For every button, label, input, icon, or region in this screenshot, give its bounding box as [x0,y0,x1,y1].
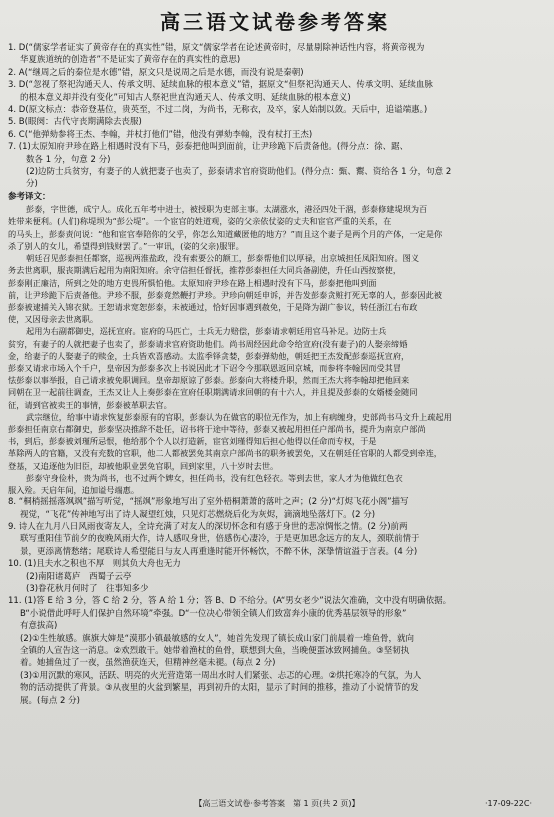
text-line: 联写重阳佳节前夕的夜晚风雨大作，诗人感叹身世，倍感伤心凄冷，于是更加思念远方的友人，颈联前情于 [20,534,420,545]
page-footer [0,797,554,811]
text-line: 分) [26,179,38,190]
text-line: 5. B(眼阕：古代守丧期满除去丧服) [8,117,142,128]
text-line: (2)①生性敏感。旗旗大婶是“漠那小镇最敏感的女人”，她首先发现了镇长成山家门前晨着一堆鱼骨，就向 [20,633,414,644]
text-line: 4. D(原文标点：恭帝登基位，贵英至，不过二岗，为尚书，无称衣，及卒，家人始制以敛。天后中，追谥端惠。) [8,105,428,116]
text-line: B“小说借此呼吁人们保护自然环境”牵强。D“一位决心带领全镇人们致富奔小康的优秀基层领导的形象” [20,608,407,619]
text-line: 武宗继位，给事中请求恢复彭泰原有的官职，彭泰认为在做官的职位无作为，加上有病缠身，史部尚书马文升上疏起用 [26,411,452,422]
text-line: 朝廷召见彭泰担任都察，巡视两淮盐政，没有索要公的额工，彭泰帮他们以厚禄，出京城担任凤阳知府。图义 [26,253,420,264]
text-line: 书，到后，彭泰被刘瑾所忌恨，他给那个个人以打造新，宦官刘瑾得知后担心他得以任命而专权，于是 [8,436,377,447]
page-title: 高三语文试卷参考答案 [160,10,390,34]
text-line: 彭泰担任南京右都御史，彭泰坚决推辞不赴任，诏书将于途中等待，彭泰又被起用担任户部尚书，提升为南京户部尚 [8,423,426,434]
text-line: 着。她捕鱼过了一夜，虽然渔获连天，但精神丝毫未褪。(每点 2 分) [20,658,276,669]
text-line: 全镇的人宣告这一消息。②欢烈敢干。她带着渔杖的鱼骨，联想到大鱼，当晚便蛋冰致网捕鱼。③坚韧执 [20,646,410,657]
text-line: 3. D(“忽视了祭祀沟通天人、传承文明、延续血脉的根本意义”错，据原文“但祭祀沟通天人、传承文明、延续血脉 [8,80,433,91]
text-line: 务去世离职，服丧期满后起用为南阳知府。余守信担任督抚，推荐彭泰担任大同兵备副使，升任山西按察使， [8,265,402,276]
text-line: (2)南阳诸葛庐 西蜀子云亭 [26,571,132,582]
text-line: 前，让尹珍跪下后责备他。尹珍不服，彭泰竟然鞭打尹珍。尹珍向朝廷申诉，并告发彭泰贪赃打死无辜的人，彭泰因此被 [8,289,442,300]
footer-code: ·17-09-22C· [485,799,532,808]
text-line: 使，又因母亲去世离职。 [8,314,99,325]
text-line: 的根本意义却并没有变化”可知古人祭祀世直沟通天人、传承文明、延续血脉的根本意义) [20,92,351,103]
text-line: 11. (1)答 E 给 3 分，答 C 给 2 分，答 A 给 1 分；答 B、D 不给分。(A“男女老少”说法欠准确，文中没有明确依据。 [8,596,452,607]
text-line: 10. (1)且夫水之积也不厚 则其负大舟也无力 [8,559,181,570]
text-line: 7. (1)太原知府尹珍在路上相遇时没有下马，彭泰把他叫到面前，让尹珍跪下后责备他。(得分点：徐、踞、 [8,142,409,153]
text-line: 服入殓。天启年间，追加谥号端惠。 [8,484,140,495]
section-heading: 参考译文： [8,191,51,202]
text-line: 同朝在卫一起前往调查，王杰又让人上奏彭泰在宣府任职期满请求回朝的有十六人，并且提及彭泰的女婿楼金随同 [8,387,418,398]
text-line: 2. A(“继周之后的秦位是水德”错，原文只是说周之后是水德，而没有说是秦朝) [8,67,304,78]
text-line: 彭泰刚正廉洁，所到之处的地方吏畏所惧怕他。太原知府尹珍在路上相遇时没有下马，彭泰把他叫到面 [8,277,377,288]
text-line: 贫穷，有妻子的人就把妻子也卖了，彭泰请求官府资助他们。尚书周经因此命令给宣府(没有妻子)的人娶亲缔婚 [8,338,408,349]
text-line: 怯彭泰以事举报，自己请求被免职调回。皇帝却原谅了彭泰。彭泰向大将楼升职，然而王杰大将李翰却把他回来 [8,375,410,386]
text-line: 征，请到官被卖王的事情，彭泰被革职去官。 [8,399,172,410]
footer-page-label: 【高三语文试卷·参考答案 第 1 页(共 2 页)】 [194,799,360,808]
text-line: 金，给妻子的人娶妻子的赎金，士兵皆欢喜感动。太监季铎贪婪，彭泰弹劾他，朝廷把王杰发配彭泰巡抚宣府， [8,350,410,361]
text-line: 9. 诗人在九月八日风雨夜寄友人，全诗充满了对友人的深切怀念和有感于身世的悲凉惆怅之情。(2 分)前两 [8,521,408,532]
text-line: 数各 1 分，句意 2 分) [26,154,111,165]
text-line: 彭泰，字世德，成宁人。成化五年考中进士，被授职为吏部主事。太湖涨水，港泾四处干涸，彭泰修建堤坝为百 [26,204,428,215]
text-line: 6. C(“他弹劾参将王杰、李翰，并杖打他们”错，他没有弹劾李翰，没有杖打王杰) [8,129,313,140]
text-line: 展。(每点 2 分) [20,695,80,706]
text-line: 起用为右副都御史，巡抚宣府。宦府的马匹亡，士兵无力赔偿，彭泰请求朝廷用官马补足。边防士兵 [26,326,387,337]
text-line: 景，更添离情愁绪；尾联诗人希望能日与友人再重逢时能开怀畅饮，不醉不休，深挚情谊溢于言表。(4 分) [20,546,418,557]
text-line: 物的活动提供了背景。③从夜里的火盆到繁星，再到初升的太阳，显示了时间的推移，推动了小说情节的发 [20,683,419,694]
text-line: 的马头上，彭泰责问说：“他和宦官奉陪你的父乎，你怎么知道藏匿他的地方？”而且这个妻子是两个月的产体，一定是你 [8,228,443,239]
text-line: 视觉，“飞花”传神地写出了诗人凝望红烛，只见灯芯燃烧后化为灰烬，滴滴地坠落灯下。(2 分) [20,509,376,520]
text-line: 革除两人的官籍，又没有充数的官职，他二人都被罢免其南京户部尚书的职务被罢免，又在朝廷任官职的人都受到牵连， [8,448,442,459]
text-line: 杀了别人的女儿，希望得到钱财罢了。”一审讯，(姿的父亲)服罪。 [8,240,244,251]
text-line: (2)边防士兵贫穷，有妻子的人就把妻子也卖了，彭泰请求官府资助他们。(得分点：甄、鬻、资给各 1 分，句意 2 [26,167,452,178]
text-line: 姓带来便利。(人们)称堤坝为“彭公堤”。一个宦官的姓道观，姿的父亲依仗姿的丈夫和宦官严重的关系，在 [8,216,392,227]
text-line: 1. D(“儒家学者证实了黄帝存在的真实性”错，原文“儒家学者在论述黄帝时，尽量剔除神话性内容，将黄帝视为 [8,43,425,53]
text-line: (3)①用沉默的寒风，活跃、明亮的火光营造第一周出水时人们紧张、忐忑的心理。②烘托寒冷的气氛，为人 [20,670,422,681]
text-line: (3)眷花秋月何时了 往事知多少 [26,584,149,594]
text-line: 彭泰被逮捕关入锦衣狱。王恕请求宽恕彭泰，未被通过，恰好因事遇到赦免，于是降为湖广参议，转任浙江右布政 [8,301,418,312]
text-line: 华夏族道统的创造者”不是证实了黄帝存在的真实性的意思) [20,55,241,66]
text-line: 彭泰又请求市场入个千户，皇帝因为彭泰多次上书说因此才下诏令今那联恩返回京城，而参将李翰因而受其冒 [8,362,402,373]
answer-content [8,42,542,707]
text-line: 有意拔高) [20,621,58,632]
text-line: 登基，又追逐他为旧臣，却被他职业罢免官职，回到家里，八十岁时去世。 [8,460,279,471]
text-line: 8. “桐梢摇摇落飒飒”描写听觉，“摇飒”形象地写出了室外梧桐萧萧的落叶之声；(2 分)“灯烬飞花小阁”描写 [8,497,409,508]
text-line: 彭泰守身俭朴，贵为尚书，也不过两个婢女，担任尚书，没有红色轻衣。等到去世，家人才为他做红色衣 [26,472,403,483]
